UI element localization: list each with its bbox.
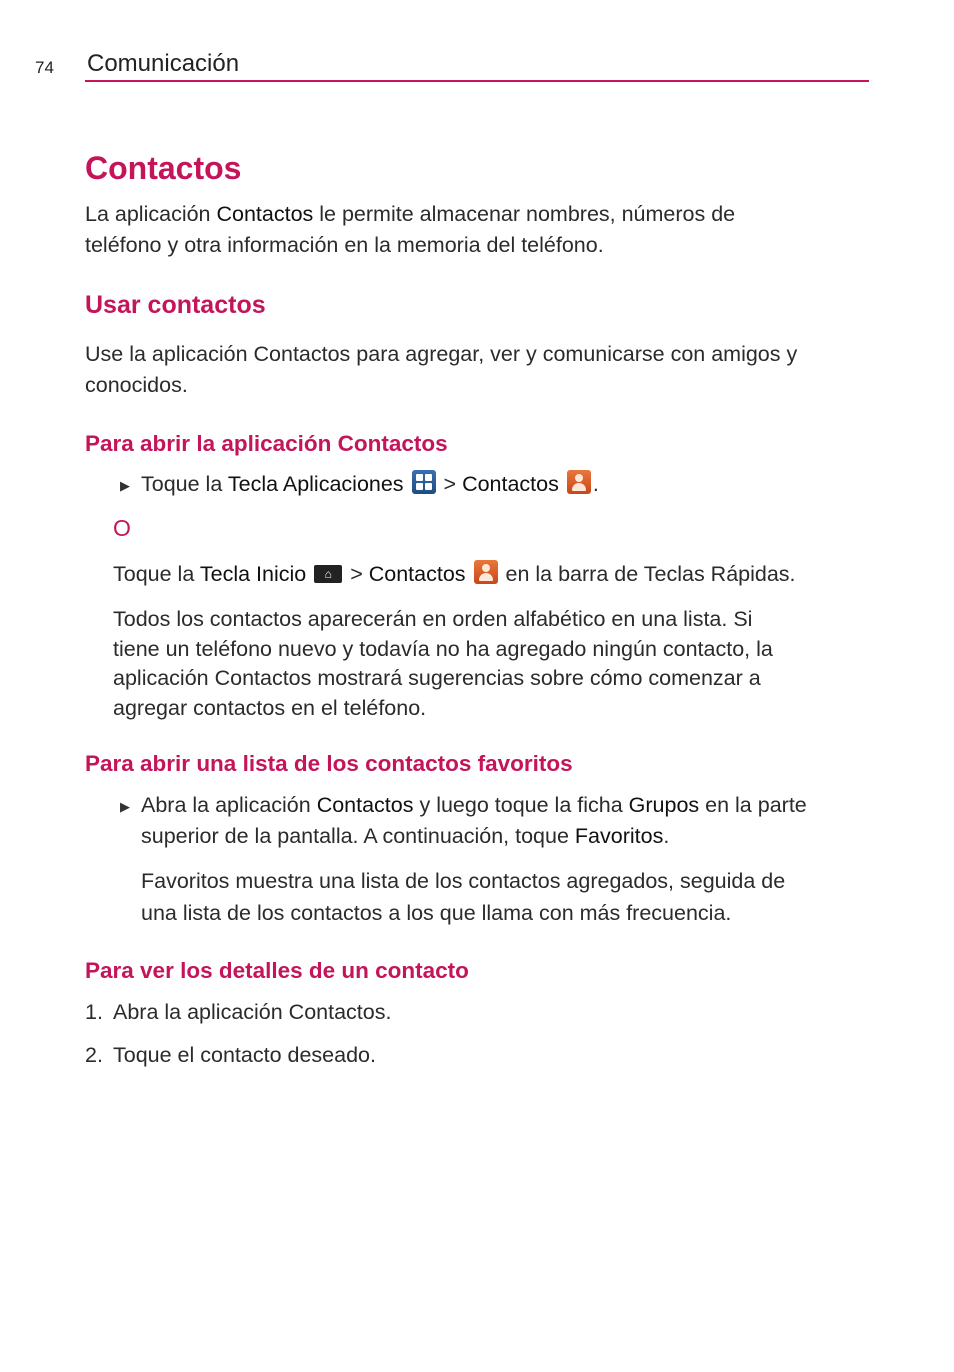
abrir-note-line-4: agregar contactos en el teléfono. [113, 696, 427, 720]
detalles-step-1 [85, 997, 392, 1028]
intro-line-2: teléfono y otra información en la memoria del teléfono. [85, 233, 604, 257]
heading-detalles: Para ver los detalles de un contacto [85, 958, 469, 983]
header-divider [85, 80, 869, 82]
contactos-label-fav: Contactos [316, 793, 414, 817]
grupos-label: Grupos [628, 793, 700, 817]
heading-favoritos: Para abrir una lista de los contactos favoritos [85, 751, 573, 776]
or-separator: O [113, 515, 131, 541]
tecla-aplicaciones-label: Tecla Aplicaciones [227, 472, 404, 496]
step-text: Abra la aplicación Contactos. [113, 1000, 392, 1024]
favoritos-note-line-1: Favoritos muestra una lista de los contactos agregados, seguida de [141, 869, 786, 893]
abrir-note-line-2: tiene un teléfono nuevo y todavía no ha agregado ningún contacto, la [113, 637, 773, 661]
usar-line-1: Use la aplicación Contactos para agregar, ver y comunicarse con amigos y [85, 342, 798, 366]
intro-bold-contactos: Contactos [216, 202, 314, 226]
contactos-label-alt: Contactos [368, 562, 466, 586]
tecla-inicio-label: Tecla Inicio [199, 562, 307, 586]
heading-abrir-contactos: Para abrir la aplicación Contactos [85, 431, 448, 456]
contacts-app-icon [567, 470, 591, 494]
favoritos-note-line-2: una lista de los contactos a los que llama con más frecuencia. [141, 901, 732, 925]
abrir-note-line-3: aplicación Contactos mostrará sugerencias sobre cómo comenzar a [113, 666, 761, 690]
usar-line-2: conocidos. [85, 373, 188, 397]
step-number: 1. [85, 1000, 103, 1024]
step-text: Toque el contacto deseado. [113, 1043, 376, 1067]
detalles-step-2 [85, 1040, 376, 1071]
triangle-right-icon: ▶ [120, 478, 130, 493]
contactos-label: Contactos [462, 472, 559, 496]
home-key-icon: ⌂ [314, 565, 342, 583]
page-number: 74 [35, 58, 54, 77]
apps-key-icon [412, 470, 436, 494]
abrir-alt-step: Toque la Tecla Inicio ⌂ > Contactos en la barra de Teclas Rápidas. [113, 562, 796, 586]
page-title: Contactos [85, 150, 242, 186]
abrir-note-line-1: Todos los contactos aparecerán en orden alfabético en una lista. Si [113, 607, 753, 631]
abrir-step: Toque la Tecla Aplicaciones > Contactos . [141, 472, 599, 496]
favoritos-step-line-1: Abra la aplicación Contactos y luego toque la ficha Grupos en la parte [141, 793, 807, 817]
favoritos-step-line-2: superior de la pantalla. A continuación, toque Favoritos. [141, 824, 670, 848]
heading-usar-contactos: Usar contactos [85, 291, 266, 319]
intro-line-1: La aplicación Contactos le permite almacenar nombres, números de [85, 202, 736, 226]
triangle-right-icon: ▶ [120, 799, 130, 814]
contacts-app-icon [474, 560, 498, 584]
favoritos-label: Favoritos [574, 824, 664, 848]
section-name: Comunicación [87, 50, 240, 77]
step-number: 2. [85, 1043, 103, 1067]
